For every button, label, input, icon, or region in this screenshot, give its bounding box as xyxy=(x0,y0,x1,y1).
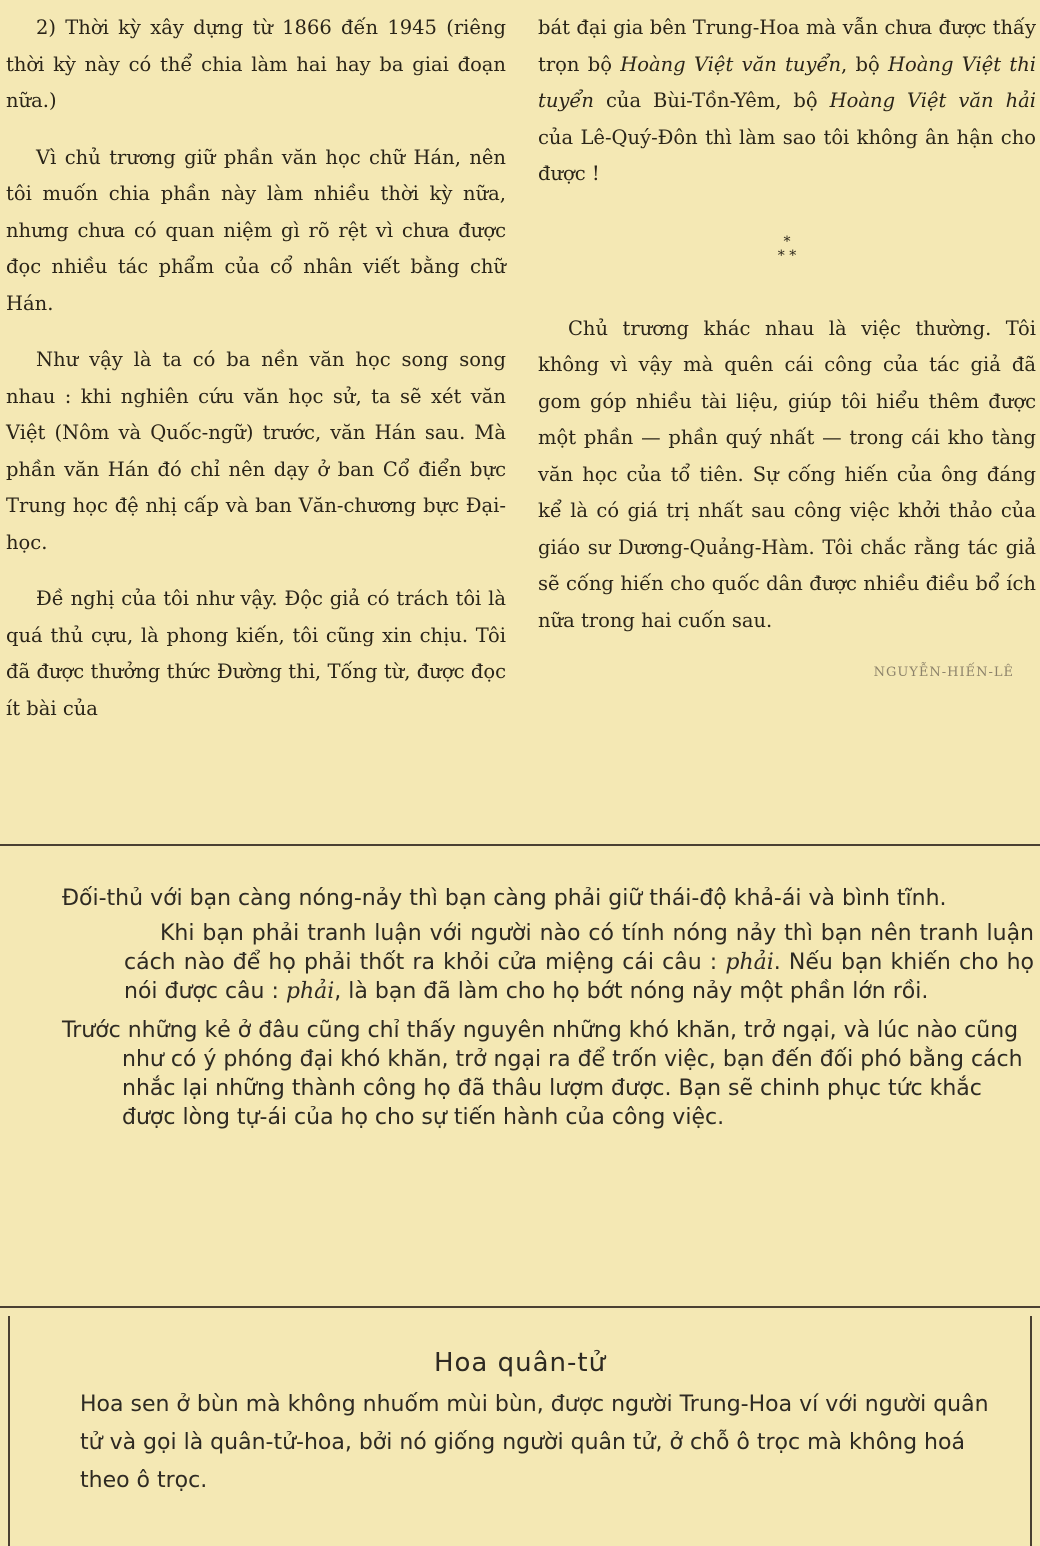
box-title: Hoa quân-tử xyxy=(433,1348,607,1378)
asterism-divider: * * * xyxy=(777,233,797,264)
text-run: của Bùi-Tồn-Yêm, bộ xyxy=(593,89,830,112)
text-run: Khi bạn phải tranh luận với người nào có tính nóng nảy thì bạn nên tranh luận cách nào để họ phải thốt ra khỏi cửa miệng cái câu : xyxy=(124,921,1034,975)
maxims-section xyxy=(0,884,1040,1132)
left-paragraph-1: 2) Thời kỳ xây dựng từ 1866 đến 1945 (riêng thời kỳ này có thể chia làm hai hay ba giai đoạn nữa.) xyxy=(6,16,506,112)
section-divider xyxy=(0,844,1040,846)
maxim-2-title-text: Trước những kẻ ở đâu cũng chỉ thấy nguyên những khó khăn, trở ngại, và lúc nào cũng như có ý phóng đại khó khăn, trở ngại ra để trốn việc, bạn đến đối phó bằng cách nhắc lại những thành công họ đã thâu lượm được. Bạn sẽ chinh phục tức khắc được lòng tự-ái của họ cho sự tiến hành của công việc. xyxy=(62,1018,1023,1130)
text-run: . Nếu bạn khiến cho họ nói được câu : xyxy=(124,950,1034,1004)
book-title: Hoàng Việt văn tuyển xyxy=(620,52,842,76)
maxim-1-title xyxy=(0,884,1040,913)
text-run: , là bạn đã làm cho họ bớt nóng nảy một phần lớn rồi. xyxy=(334,979,929,1004)
left-paragraph-4: Đề nghị của tôi như vậy. Độc giả có trách tôi là quá thủ cựu, là phong kiến, tôi cũng xin chịu. Tôi đã được thưởng thức Đường thi, Tống từ, được đọc ít bài của xyxy=(6,587,506,720)
book-title: Hoàng Việt thi tuyển xyxy=(538,52,1037,112)
maxim-2-title xyxy=(0,1016,1040,1132)
right-paragraph-2: Chủ trương khác nhau là việc thường. Tôi không vì vậy mà quên cái công của tác giả đã gom góp nhiều tài liệu, giúp tôi hiểu thêm được một phần — phần quý nhất — trong cái kho tàng văn học của tổ tiên. Sự cống hiến của ông đáng kể là có giá trị nhất sau công việc khởi thảo của giáo sư Dương-Quảng-Hàm. Tôi chắc rằng tác giả sẽ cống hiến cho quốc dân được nhiều điều bổ ích nữa trong hai cuốn sau. xyxy=(538,316,1036,632)
left-paragraph-3: Như vậy là ta có ba nền văn học song song nhau : khi nghiên cứu văn học sử, ta sẽ xét văn Việt (Nôm và Quốc-ngữ) trước, văn Hán sau. Mà phần văn Hán đó chỉ nên dạy ở ban Cổ điển bực Trung học đệ nhị cấp và ban Văn-chương bực Đại-học. xyxy=(6,348,506,554)
text-run: của Lê-Quý-Đôn thì làm sao tôi không ân hận cho được ! xyxy=(538,125,1036,185)
book-title: Hoàng Việt văn hải xyxy=(829,89,1037,112)
text-run: bát đại gia bên Trung-Hoa mà vẫn chưa được thấy trọn bộ xyxy=(538,16,1036,76)
author-signature: NGUYỄN-HIẾN-LÊ xyxy=(873,665,1014,680)
right-column xyxy=(538,10,1036,692)
quote-box xyxy=(8,1316,1032,1546)
emphasis: phải xyxy=(285,979,335,1004)
left-paragraph-2: Vì chủ trương giữ phần văn học chữ Hán, nên tôi muốn chia phần này làm nhiều thời kỳ nữa, nhưng chưa có quan niệm gì rõ rệt vì chưa được đọc nhiều tác phẩm của cổ nhân viết bằng chữ Hán. xyxy=(6,145,506,315)
box-text: Hoa sen ở bùn mà không nhuốm mùi bùn, được người Trung-Hoa ví với người quân tử và gọi là quân-tử-hoa, bởi nó giống người quân tử, ở chỗ ô trọc mà không hoá theo ô trọc. xyxy=(80,1392,989,1493)
box-top-rule xyxy=(0,1306,1040,1308)
maxim-1-title-text: Đối-thủ với bạn càng nóng-nảy thì bạn càng phải giữ thái-độ khả-ái và bình tĩnh. xyxy=(62,886,947,911)
text-run: , bộ xyxy=(841,52,889,76)
maxim-1-body xyxy=(0,919,1040,1006)
left-column xyxy=(6,10,506,727)
right-paragraph-1 xyxy=(538,10,1036,193)
emphasis: phải xyxy=(725,950,774,975)
